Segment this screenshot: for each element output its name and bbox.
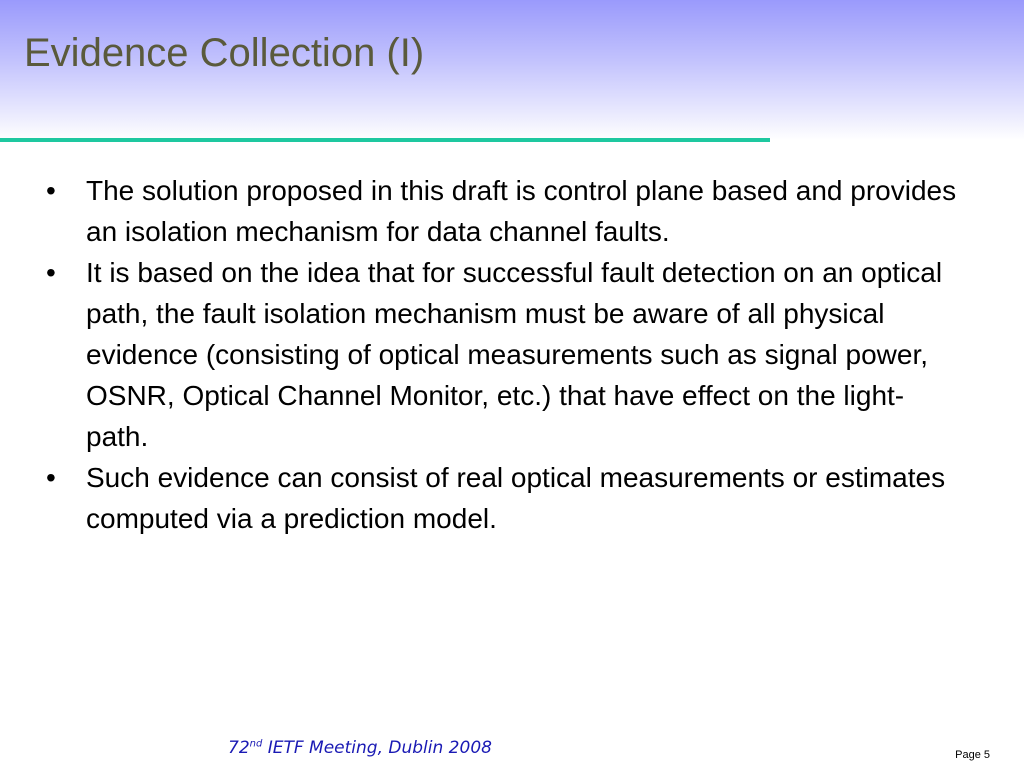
footer-meeting-label	[228, 738, 492, 758]
meeting-number: 72	[228, 738, 250, 758]
bullet-text: Such evidence can consist of real optical measurements or estimates computed via a prediction model.	[86, 462, 946, 534]
bullet-dot-icon: •	[46, 257, 56, 288]
page-number: Page 5	[955, 749, 990, 761]
bullet-item	[44, 170, 964, 252]
bullet-dot-icon: •	[46, 462, 56, 493]
title-underline-rule	[0, 138, 770, 142]
bullet-item	[44, 457, 964, 539]
meeting-name: IETF Meeting, Dublin 2008	[262, 738, 492, 758]
meeting-ordinal-suffix: nd	[249, 738, 263, 750]
slide-title: Evidence Collection (I)	[24, 31, 425, 75]
bullet-text: It is based on the idea that for successful fault detection on an optical path, the fault isolation mechanism must be aware of all physical evidence (consisting of optical measurements such as signal power, OSNR, Optical Channel Monitor, etc.) that have effect on the light-path.	[86, 257, 943, 452]
bullet-text: The solution proposed in this draft is control plane based and provides an isolation mechanism for data channel faults.	[86, 175, 957, 247]
bullet-item	[44, 252, 964, 457]
bullet-list	[44, 170, 964, 539]
bullet-dot-icon: •	[46, 175, 56, 206]
